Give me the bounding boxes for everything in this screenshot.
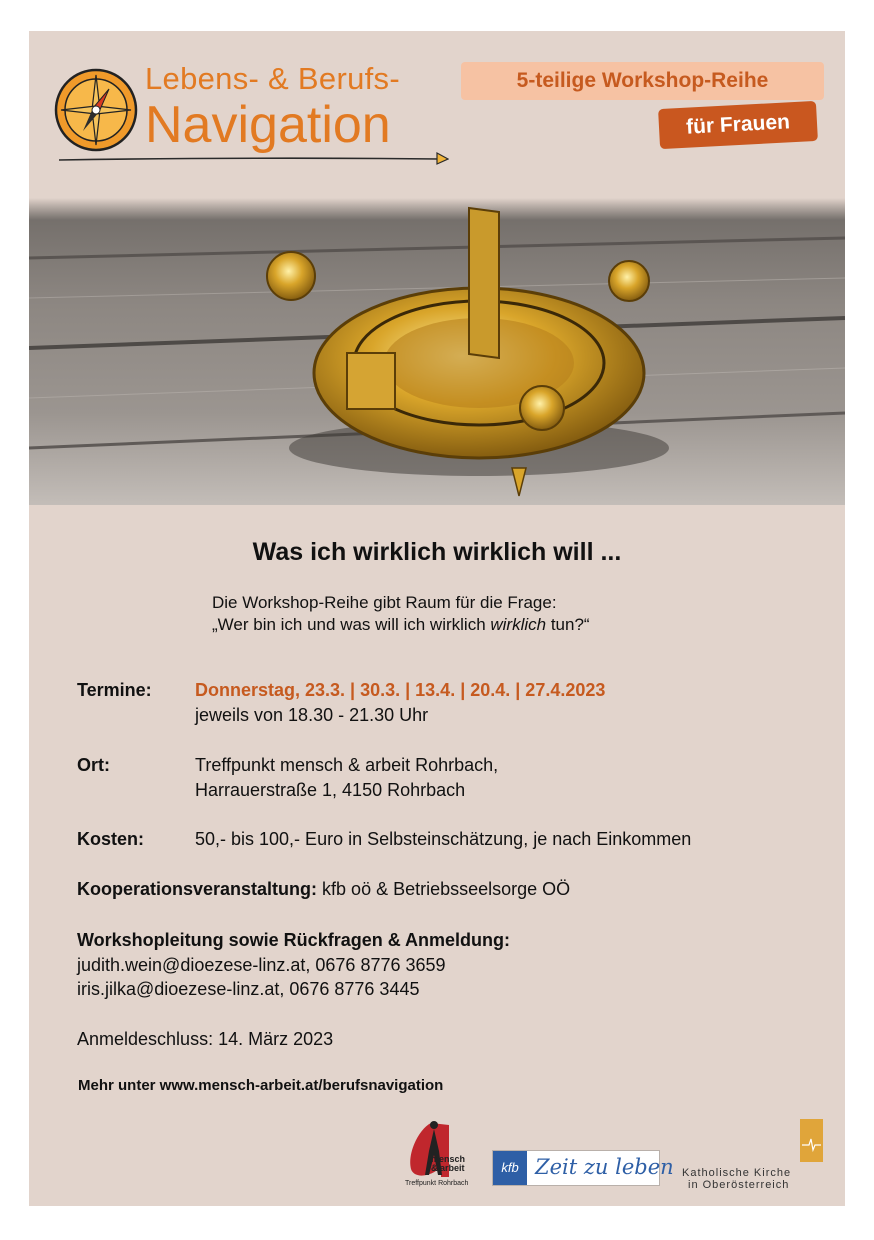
contact-iris[interactable]: iris.jilka@dioezese-linz.at, 0676 8776 3445	[77, 979, 420, 999]
kooperation-value: kfb oö & Betriebsseelsorge OÖ	[322, 879, 571, 899]
katholische-kirche-logo	[676, 1119, 826, 1189]
leitung-label: Workshopleitung sowie Rückfragen & Anmeldung:	[77, 930, 511, 950]
church-mark-icon	[800, 1119, 823, 1162]
registration-deadline: Anmeldeschluss: 14. März 2023	[77, 1029, 334, 1049]
kfb-mark-icon: kfb	[493, 1151, 527, 1185]
mensch-arbeit-line1: mensch	[431, 1154, 466, 1164]
termine-label: Termine:	[77, 680, 152, 700]
katholische-kirche-line2: in Oberösterreich	[688, 1179, 790, 1191]
mensch-arbeit-subtitle: Treffpunkt Rohrbach	[405, 1180, 469, 1187]
brand-title-line2: Navigation	[145, 96, 391, 154]
brand-title-line1: Lebens- & Berufs-	[145, 61, 400, 96]
kosten-value: 50,- bis 100,- Euro in Selbsteinschätzung, je nach Einkommen	[195, 829, 692, 849]
audience-badge: für Frauen	[658, 101, 818, 149]
intro-line2-before: „Wer bin ich und was will ich wirklich	[212, 615, 491, 634]
intro-line2-emphasis: wirklich	[490, 615, 547, 634]
kooperation-label: Kooperationsveranstaltung:	[77, 879, 318, 899]
website-link[interactable]: Mehr unter www.mensch-arbeit.at/berufsnavigation	[78, 1077, 444, 1094]
intro-line1: Die Workshop-Reihe gibt Raum für die Frage:	[212, 593, 557, 612]
termine-dates: Donnerstag, 23.3. | 30.3. | 13.4. | 20.4. | 27.4.2023	[195, 680, 606, 700]
mensch-arbeit-logo-icon	[401, 1117, 477, 1189]
termine-time: jeweils von 18.30 - 21.30 Uhr	[195, 705, 429, 725]
ort-line1: Treffpunkt mensch & arbeit Rohrbach,	[195, 755, 499, 775]
headline: Was ich wirklich wirklich will ...	[252, 538, 622, 566]
kosten-label: Kosten:	[77, 829, 144, 849]
kfb-slogan: Zeit zu leben	[535, 1155, 674, 1179]
sundial-compass-photo	[29, 198, 845, 505]
katholische-kirche-line1: Katholische Kirche	[682, 1167, 792, 1179]
ort-label: Ort:	[77, 755, 110, 775]
kfb-logo	[492, 1150, 674, 1186]
intro-line2-after: tun?“	[546, 615, 590, 634]
kooperation-line	[77, 879, 570, 900]
poster	[29, 31, 845, 1206]
mensch-arbeit-line2: & arbeit	[431, 1163, 465, 1173]
arrow-underline-icon	[57, 151, 449, 165]
intro-line2	[212, 615, 590, 635]
ort-line2: Harrauerstraße 1, 4150 Rohrbach	[195, 780, 466, 800]
compass-logo-icon	[51, 65, 141, 155]
series-badge: 5-teilige Workshop-Reihe	[461, 62, 824, 100]
contact-judith[interactable]: judith.wein@dioezese-linz.at, 0676 8776 3659	[77, 955, 446, 975]
mensch-arbeit-wordmark	[431, 1155, 465, 1173]
